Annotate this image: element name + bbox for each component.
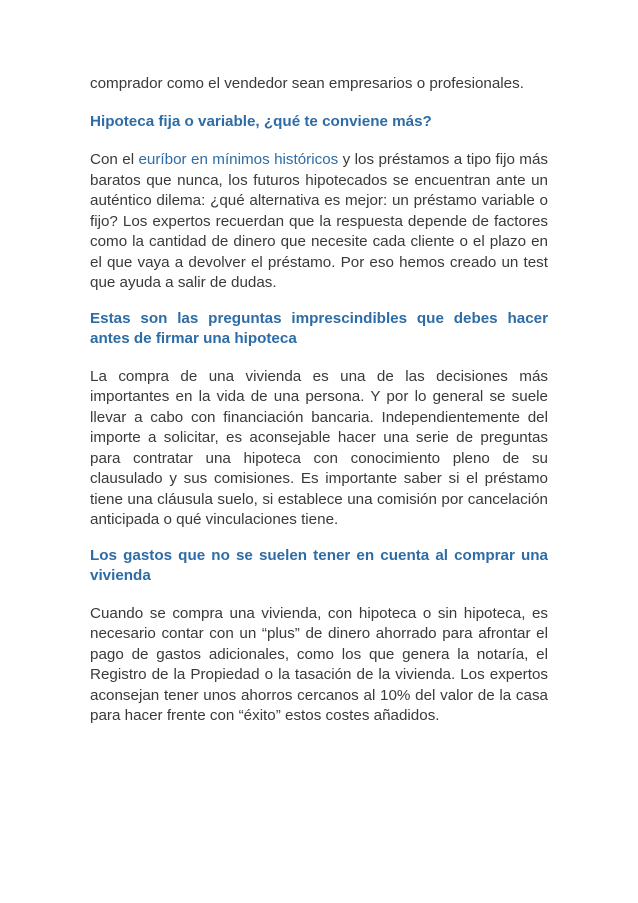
section-paragraph-euribor xyxy=(90,150,548,294)
paragraph-text-after-link: y los préstamos a tipo fijo más baratos que nunca, los futuros hipotecados se encuentran ante un auténtico dilema: ¿qué alternativa es mejor: un préstamo variable o fijo? Los expertos recuerdan que la respuesta depende de factores como la cantidad de dinero que necesite cada cliente o el plazo en el que vaya a devolver el préstamo. Por eso hemos creado un test que ayuda a salir de dudas. xyxy=(90,151,548,291)
intro-paragraph: comprador como el vendedor sean empresarios o profesionales. xyxy=(90,75,524,92)
section-paragraph-compra-vivienda: La compra de una vivienda es una de las decisiones más importantes en la vida de una persona. Y por lo general se suele llevar a cabo con financiación bancaria. Independientemente del importe a solicitar, es aconsejable hacer una serie de preguntas para contratar una hipoteca con conocimiento pleno de su clausulado y sus comisiones. Es importante saber si el préstamo tiene una cláusula suelo, si establece una comisión por cancelación anticipada o qué vinculaciones tiene. xyxy=(90,367,548,528)
section-paragraph-gastos-adicionales: Cuando se compra una vivienda, con hipoteca o sin hipoteca, es necesario contar con un “plus” de dinero ahorrado para afrontar el pago de gastos adicionales, como los que genera la notaría, el Registro de la Propiedad o la tasación de la vivienda. Los expertos aconsejan tener unos ahorros cercanos al 10% del valor de la casa para hacer frente con “éxito” estos costes añadidos. xyxy=(90,604,548,724)
euribor-link[interactable]: euríbor en mínimos históricos xyxy=(138,151,339,168)
document-page xyxy=(90,74,548,727)
section-heading-preguntas-imprescindibles: Estas son las preguntas imprescindibles que debes hacer antes de firmar una hipoteca xyxy=(90,309,548,347)
section-heading-hipoteca-fija-variable: Hipoteca fija o variable, ¿qué te conviene más? xyxy=(90,112,432,130)
section-heading-gastos: Los gastos que no se suelen tener en cuenta al comprar una vivienda xyxy=(90,546,548,584)
paragraph-text-before-link: Con el xyxy=(90,151,139,168)
